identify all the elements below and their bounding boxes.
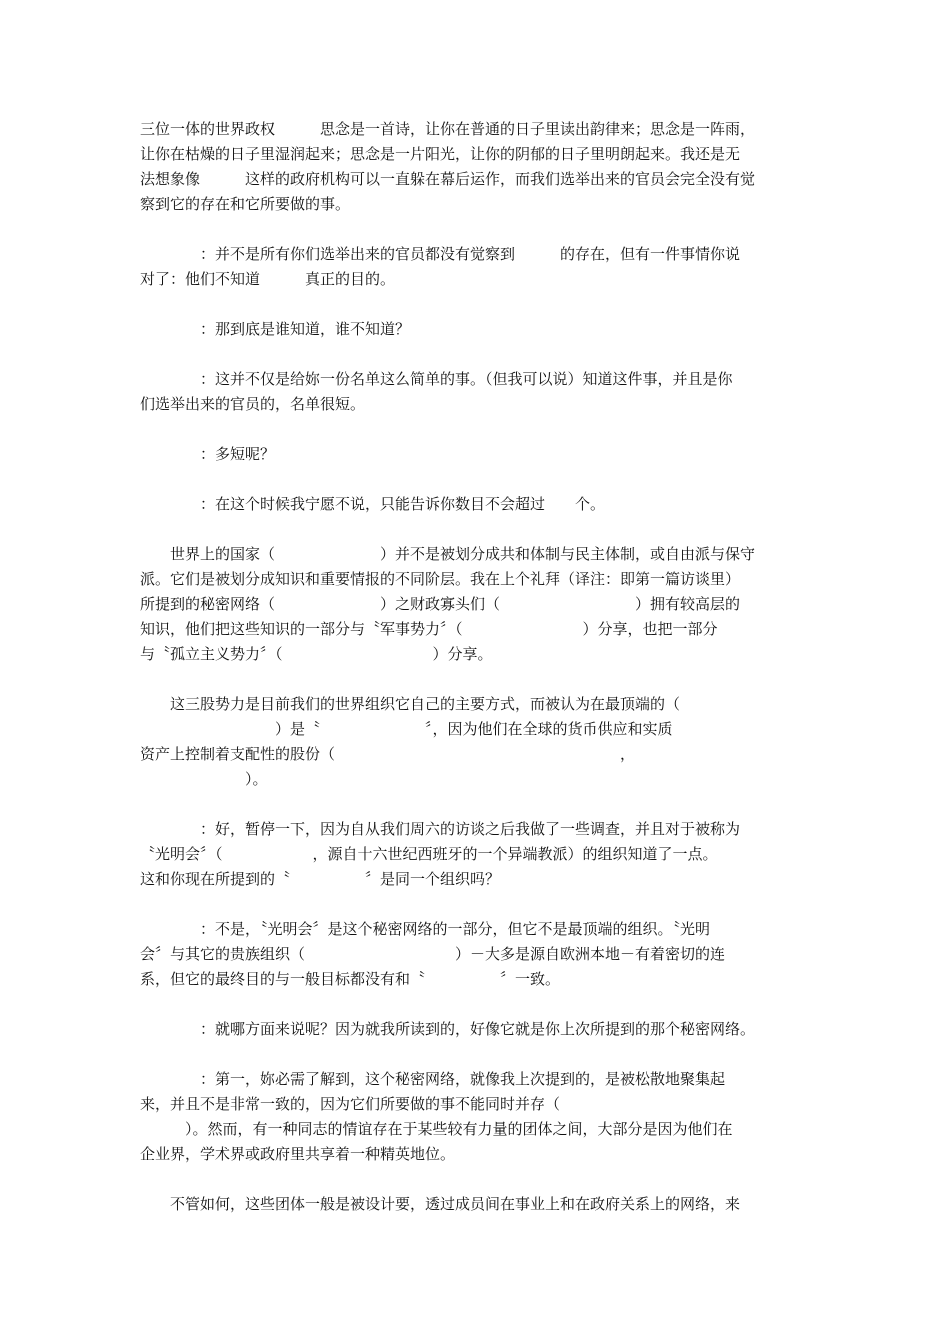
text-line: ：这并不仅是给妳一份名单这么简单的事。（但我可以说）知道这件事，并且是你 <box>140 370 733 388</box>
text-line: ）是〝 〞，因为他们在全球的货币供应和实质 <box>140 720 673 738</box>
text-line: 来，并且不是非常一致的，因为它们所要做的事不能同时并存（ <box>140 1095 561 1113</box>
text-line: ：多短呢？ <box>140 445 276 463</box>
text-line: 三位一体的世界政权 思念是一首诗，让你在普通的日子里读出韵律来；思念是一阵雨， <box>140 120 756 138</box>
text-line: 资产上控制着支配性的股份（ ， <box>140 745 636 763</box>
text-line: 企业界，学术界或政府里共享着一种精英地位。 <box>140 1145 456 1163</box>
text-line: 让你在枯燥的日子里湿润起来；思念是一片阳光，让你的阴郁的日子里明朗起来。我还是无 <box>140 145 741 163</box>
text-line: 们选举出来的官员的，名单很短。 <box>140 395 366 413</box>
text-line: 这和你现在所提到的〝 〞是同一个组织吗？ <box>140 870 501 888</box>
text-line: 会〞与其它的贵族组织（ ）－大多是源自欧洲本地－有着密切的连 <box>140 945 726 963</box>
text-line: 对了：他们不知道 真正的目的。 <box>140 270 396 288</box>
text-line: ：在这个时候我宁愿不说，只能告诉你数目不会超过 个。 <box>140 495 606 513</box>
text-line: 〝光明会〞（ ，源自十六世纪西班牙的一个异端教派）的组织知道了一点。 <box>140 845 718 863</box>
text-line: ：好，暂停一下，因为自从我们周六的访谈之后我做了一些调查，并且对于被称为 <box>140 820 741 838</box>
text-line: 不管如何，这些团体一般是被设计要，透过成员间在事业上和在政府关系上的网络，来 <box>140 1195 741 1213</box>
text-line: 系，但它的最终目的与一般目标都没有和〝 〞一致。 <box>140 970 561 988</box>
text-line: 这三股势力是目前我们的世界组织它自己的主要方式，而被认为在最顶端的（ <box>140 695 681 713</box>
text-line: 知识，他们把这些知识的一部分与〝军事势力〞（ ）分享，也把一部分 <box>140 620 718 638</box>
text-line: 世界上的国家（ ）并不是被划分成共和体制与民主体制，或自由派与保守 <box>140 545 756 563</box>
text-line: 与〝孤立主义势力〞（ ）分享。 <box>140 645 493 663</box>
text-line: ：就哪方面来说呢？因为就我所读到的，好像它就是你上次所提到的那个秘密网络。 <box>140 1020 756 1038</box>
text-line: 派。它们是被划分成知识和重要情报的不同阶层。我在上个礼拜（译注：即第一篇访谈里） <box>140 570 741 588</box>
text-line: ：并不是所有你们选举出来的官员都没有觉察到 的存在，但有一件事情你说 <box>140 245 741 263</box>
text-line: ：那到底是谁知道，谁不知道？ <box>140 320 411 338</box>
text-line: ）。 <box>140 770 268 788</box>
text-line: 法想象像 这样的政府机构可以一直躲在幕后运作，而我们选举出来的官员会完全没有觉 <box>140 170 756 188</box>
text-line: 所提到的秘密网络（ ）之财政寡头们（ ）拥有较高层的 <box>140 595 741 613</box>
text-line: 察到它的存在和它所要做的事。 <box>140 195 351 213</box>
text-line: ：第一，妳必需了解到，这个秘密网络，就像我上次提到的，是被松散地聚集起 <box>140 1070 726 1088</box>
text-line: ：不是，〝光明会〞是这个秘密网络的一部分，但它不是最顶端的组织。〝光明 <box>140 920 711 938</box>
text-line: ）。然而，有一种同志的情谊存在于某些较有力量的团体之间，大部分是因为他们在 <box>140 1120 733 1138</box>
